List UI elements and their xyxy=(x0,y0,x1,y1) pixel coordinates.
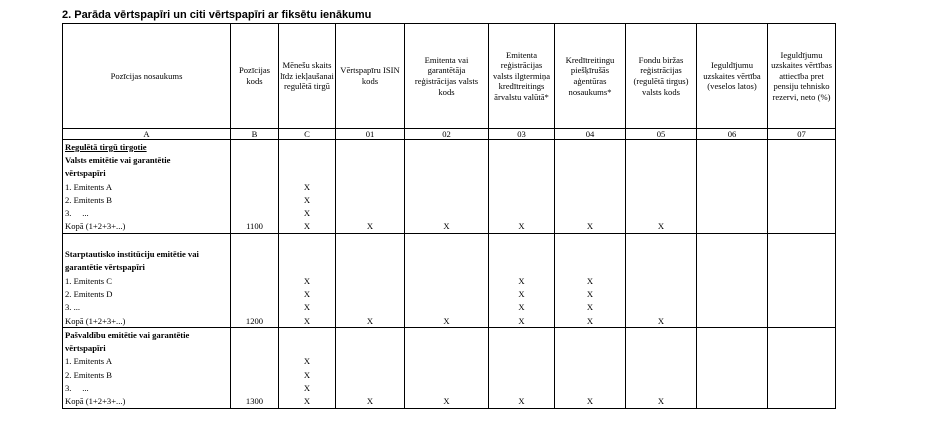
header-cell: Vērtspapīru ISIN kods xyxy=(336,24,405,129)
empty-cell xyxy=(489,328,555,342)
empty-cell xyxy=(626,341,697,354)
position-code: 1100 xyxy=(231,220,279,234)
header-cell: Ieguldījumu uzskaites vērtība (veselos latos) xyxy=(697,24,768,129)
value-cell xyxy=(768,301,836,314)
section-heading-row xyxy=(63,341,836,354)
empty-cell xyxy=(405,341,489,354)
section-1 xyxy=(63,140,836,234)
empty-cell xyxy=(768,261,836,274)
column-letter: 07 xyxy=(768,129,836,140)
empty-cell xyxy=(405,153,489,166)
value-cell xyxy=(697,314,768,328)
empty-cell xyxy=(231,153,279,166)
value-cell xyxy=(336,206,405,219)
item-name: 1. Emitents A xyxy=(63,355,231,368)
value-cell: X xyxy=(279,287,336,300)
empty-cell xyxy=(555,153,626,166)
table-row xyxy=(63,301,836,314)
value-cell xyxy=(697,368,768,381)
table-row xyxy=(63,180,836,193)
value-cell: X xyxy=(489,395,555,409)
value-cell xyxy=(336,287,405,300)
column-letter: 04 xyxy=(555,129,626,140)
empty-cell xyxy=(231,167,279,180)
value-cell xyxy=(697,287,768,300)
page-title: 2. Parāda vērtspapīri un citi vērtspapīri ar fiksētu ienākumu xyxy=(62,9,372,21)
table-row xyxy=(63,206,836,219)
value-cell xyxy=(697,381,768,394)
table-row xyxy=(63,193,836,206)
value-cell xyxy=(489,381,555,394)
item-name: 3. ... xyxy=(63,301,231,314)
position-code: 1300 xyxy=(231,395,279,409)
empty-cell xyxy=(555,341,626,354)
table-row xyxy=(63,287,836,300)
value-cell: X xyxy=(279,193,336,206)
spacer-row xyxy=(63,234,836,248)
section-heading-row xyxy=(63,167,836,180)
empty-cell xyxy=(405,167,489,180)
empty-cell xyxy=(231,341,279,354)
position-code xyxy=(231,287,279,300)
value-cell: X xyxy=(279,381,336,394)
value-cell: X xyxy=(279,206,336,219)
section-3 xyxy=(63,328,836,409)
item-name: 3. ... xyxy=(63,206,231,219)
empty-cell xyxy=(231,328,279,342)
empty-cell xyxy=(279,153,336,166)
table-row xyxy=(63,395,836,409)
empty-cell xyxy=(405,234,489,248)
empty-cell xyxy=(697,234,768,248)
empty-cell xyxy=(768,153,836,166)
value-cell xyxy=(489,368,555,381)
column-letter: 05 xyxy=(626,129,697,140)
empty-cell xyxy=(697,341,768,354)
empty-cell xyxy=(626,140,697,154)
value-cell xyxy=(405,287,489,300)
empty-cell xyxy=(231,261,279,274)
value-cell xyxy=(336,274,405,287)
value-cell xyxy=(489,206,555,219)
empty-cell xyxy=(336,234,405,248)
value-cell xyxy=(768,368,836,381)
value-cell: X xyxy=(405,220,489,234)
value-cell: X xyxy=(279,395,336,409)
value-cell xyxy=(697,301,768,314)
value-cell xyxy=(336,193,405,206)
empty-cell xyxy=(555,328,626,342)
value-cell: X xyxy=(489,220,555,234)
section-heading: Regulētā tirgū tirgotie xyxy=(63,140,231,154)
value-cell: X xyxy=(279,220,336,234)
empty-cell xyxy=(697,167,768,180)
section-heading-row xyxy=(63,140,836,154)
value-cell: X xyxy=(626,395,697,409)
empty-cell xyxy=(336,328,405,342)
value-cell: X xyxy=(555,314,626,328)
value-cell xyxy=(626,193,697,206)
value-cell xyxy=(626,206,697,219)
section-heading: vērtspapīri xyxy=(63,167,231,180)
item-name: 2. Emitents B xyxy=(63,368,231,381)
section-heading: Valsts emitētie vai garantētie xyxy=(63,153,231,166)
value-cell: X xyxy=(405,314,489,328)
empty-cell xyxy=(697,153,768,166)
empty-cell xyxy=(279,247,336,260)
item-name: 1. Emitents C xyxy=(63,274,231,287)
empty-cell xyxy=(489,261,555,274)
header-cell: Pozīcijas nosaukums xyxy=(63,24,231,129)
column-letter: 02 xyxy=(405,129,489,140)
section-heading: Pašvaldību emitētie vai garantētie xyxy=(63,328,231,342)
empty-cell xyxy=(697,261,768,274)
empty-cell xyxy=(768,328,836,342)
value-cell xyxy=(336,301,405,314)
value-cell xyxy=(405,206,489,219)
value-cell xyxy=(555,355,626,368)
value-cell xyxy=(768,206,836,219)
empty-cell xyxy=(555,140,626,154)
empty-cell xyxy=(489,167,555,180)
table-row xyxy=(63,274,836,287)
header-cell: Fondu biržas reģistrācijas (regulētā tirgus) valsts kods xyxy=(626,24,697,129)
position-code xyxy=(231,180,279,193)
value-cell xyxy=(405,381,489,394)
header-cell: Pozīcijas kods xyxy=(231,24,279,129)
table-row xyxy=(63,381,836,394)
empty-cell xyxy=(626,153,697,166)
value-cell: X xyxy=(336,314,405,328)
value-cell xyxy=(555,206,626,219)
section-heading: Starptautisko institūciju emitētie vai xyxy=(63,247,231,260)
value-cell xyxy=(768,355,836,368)
empty-cell xyxy=(489,341,555,354)
value-cell xyxy=(405,193,489,206)
empty-cell xyxy=(279,140,336,154)
item-name: 2. Emitents D xyxy=(63,287,231,300)
empty-cell xyxy=(768,167,836,180)
value-cell xyxy=(697,180,768,193)
empty-cell xyxy=(768,247,836,260)
empty-cell xyxy=(626,234,697,248)
value-cell: X xyxy=(336,395,405,409)
value-cell: X xyxy=(279,314,336,328)
empty-cell xyxy=(279,234,336,248)
empty-cell xyxy=(279,341,336,354)
value-cell xyxy=(626,368,697,381)
empty-cell xyxy=(626,261,697,274)
value-cell xyxy=(336,355,405,368)
value-cell xyxy=(336,180,405,193)
value-cell xyxy=(768,193,836,206)
header-cell: Emitenta vai garantētāja reģistrācijas valsts kods xyxy=(405,24,489,129)
value-cell: X xyxy=(279,301,336,314)
empty-cell xyxy=(768,234,836,248)
value-cell xyxy=(768,287,836,300)
value-cell xyxy=(405,274,489,287)
empty-cell xyxy=(626,247,697,260)
table-row xyxy=(63,355,836,368)
value-cell xyxy=(405,355,489,368)
empty-cell xyxy=(231,247,279,260)
value-cell xyxy=(336,381,405,394)
value-cell: X xyxy=(336,220,405,234)
section-heading: garantētie vērtspapīri xyxy=(63,261,231,274)
section-heading-row xyxy=(63,153,836,166)
value-cell xyxy=(697,220,768,234)
value-cell xyxy=(626,381,697,394)
item-name: Kopā (1+2+3+...) xyxy=(63,220,231,234)
item-name: Kopā (1+2+3+...) xyxy=(63,314,231,328)
empty-cell xyxy=(768,341,836,354)
column-letter: B xyxy=(231,129,279,140)
empty-cell xyxy=(405,140,489,154)
empty-cell xyxy=(63,234,231,248)
value-cell xyxy=(768,274,836,287)
value-cell: X xyxy=(555,220,626,234)
item-name: 3. ... xyxy=(63,381,231,394)
empty-cell xyxy=(231,234,279,248)
column-letter: 01 xyxy=(336,129,405,140)
value-cell xyxy=(405,368,489,381)
securities-table xyxy=(62,23,836,409)
value-cell xyxy=(405,301,489,314)
column-letter: 03 xyxy=(489,129,555,140)
table-row xyxy=(63,368,836,381)
value-cell xyxy=(626,180,697,193)
empty-cell xyxy=(489,247,555,260)
value-cell: X xyxy=(489,287,555,300)
empty-cell xyxy=(405,261,489,274)
empty-cell xyxy=(336,140,405,154)
empty-cell xyxy=(697,140,768,154)
value-cell: X xyxy=(626,314,697,328)
empty-cell xyxy=(336,167,405,180)
item-name: 2. Emitents B xyxy=(63,193,231,206)
value-cell xyxy=(489,193,555,206)
position-code xyxy=(231,274,279,287)
value-cell xyxy=(555,193,626,206)
column-letter: A xyxy=(63,129,231,140)
header-cell: Mēnešu skaits līdz iekļaušanai regulētā tirgū xyxy=(279,24,336,129)
value-cell xyxy=(405,180,489,193)
value-cell xyxy=(626,301,697,314)
value-cell xyxy=(697,274,768,287)
value-cell xyxy=(768,314,836,328)
value-cell: X xyxy=(279,368,336,381)
position-code xyxy=(231,301,279,314)
item-name: Kopā (1+2+3+...) xyxy=(63,395,231,409)
empty-cell xyxy=(626,167,697,180)
header-cell: Ieguldījumu uzskaites vērtības attiecība pret pensiju tehnisko rezervi, neto (%) xyxy=(768,24,836,129)
value-cell xyxy=(697,395,768,409)
value-cell xyxy=(555,368,626,381)
section-heading-row xyxy=(63,261,836,274)
value-cell xyxy=(626,274,697,287)
empty-cell xyxy=(279,261,336,274)
value-cell xyxy=(768,180,836,193)
value-cell xyxy=(697,193,768,206)
empty-cell xyxy=(626,328,697,342)
empty-cell xyxy=(555,247,626,260)
value-cell xyxy=(768,395,836,409)
section-heading: vērtspapīri xyxy=(63,341,231,354)
empty-cell xyxy=(697,247,768,260)
column-letter: C xyxy=(279,129,336,140)
empty-cell xyxy=(336,153,405,166)
empty-cell xyxy=(336,341,405,354)
header-cell: Kredītreitingu piešķīrušās aģentūras nosaukums* xyxy=(555,24,626,129)
value-cell: X xyxy=(489,301,555,314)
value-cell xyxy=(336,368,405,381)
position-code xyxy=(231,355,279,368)
empty-cell xyxy=(405,247,489,260)
empty-cell xyxy=(279,167,336,180)
value-cell: X xyxy=(555,395,626,409)
value-cell xyxy=(697,355,768,368)
empty-cell xyxy=(768,140,836,154)
value-cell xyxy=(626,287,697,300)
position-code xyxy=(231,193,279,206)
table-row xyxy=(63,220,836,234)
table-row xyxy=(63,314,836,328)
value-cell: X xyxy=(489,274,555,287)
value-cell: X xyxy=(555,274,626,287)
empty-cell xyxy=(489,234,555,248)
section-heading-row xyxy=(63,328,836,342)
value-cell: X xyxy=(279,180,336,193)
value-cell: X xyxy=(555,287,626,300)
value-cell xyxy=(768,381,836,394)
empty-cell xyxy=(231,140,279,154)
value-cell xyxy=(697,206,768,219)
value-cell: X xyxy=(555,301,626,314)
empty-cell xyxy=(555,167,626,180)
empty-cell xyxy=(555,261,626,274)
position-code xyxy=(231,206,279,219)
table-header xyxy=(63,24,836,140)
position-code: 1200 xyxy=(231,314,279,328)
empty-cell xyxy=(279,328,336,342)
position-code xyxy=(231,381,279,394)
value-cell xyxy=(555,180,626,193)
empty-cell xyxy=(336,247,405,260)
position-code xyxy=(231,368,279,381)
value-cell xyxy=(555,381,626,394)
value-cell: X xyxy=(405,395,489,409)
header-cell: Emitenta reģistrācijas valsts ilgtermiņa kredītreitings ārvalstu valūtā* xyxy=(489,24,555,129)
value-cell: X xyxy=(626,220,697,234)
value-cell: X xyxy=(279,274,336,287)
section-2 xyxy=(63,234,836,328)
section-heading-row xyxy=(63,247,836,260)
column-letters-row xyxy=(63,129,836,140)
header-row xyxy=(63,24,836,129)
empty-cell xyxy=(405,328,489,342)
value-cell xyxy=(768,220,836,234)
item-name: 1. Emitents A xyxy=(63,180,231,193)
empty-cell xyxy=(489,153,555,166)
value-cell xyxy=(489,355,555,368)
empty-cell xyxy=(555,234,626,248)
empty-cell xyxy=(336,261,405,274)
empty-cell xyxy=(697,328,768,342)
empty-cell xyxy=(489,140,555,154)
column-letter: 06 xyxy=(697,129,768,140)
value-cell: X xyxy=(279,355,336,368)
value-cell xyxy=(489,180,555,193)
value-cell: X xyxy=(489,314,555,328)
value-cell xyxy=(626,355,697,368)
